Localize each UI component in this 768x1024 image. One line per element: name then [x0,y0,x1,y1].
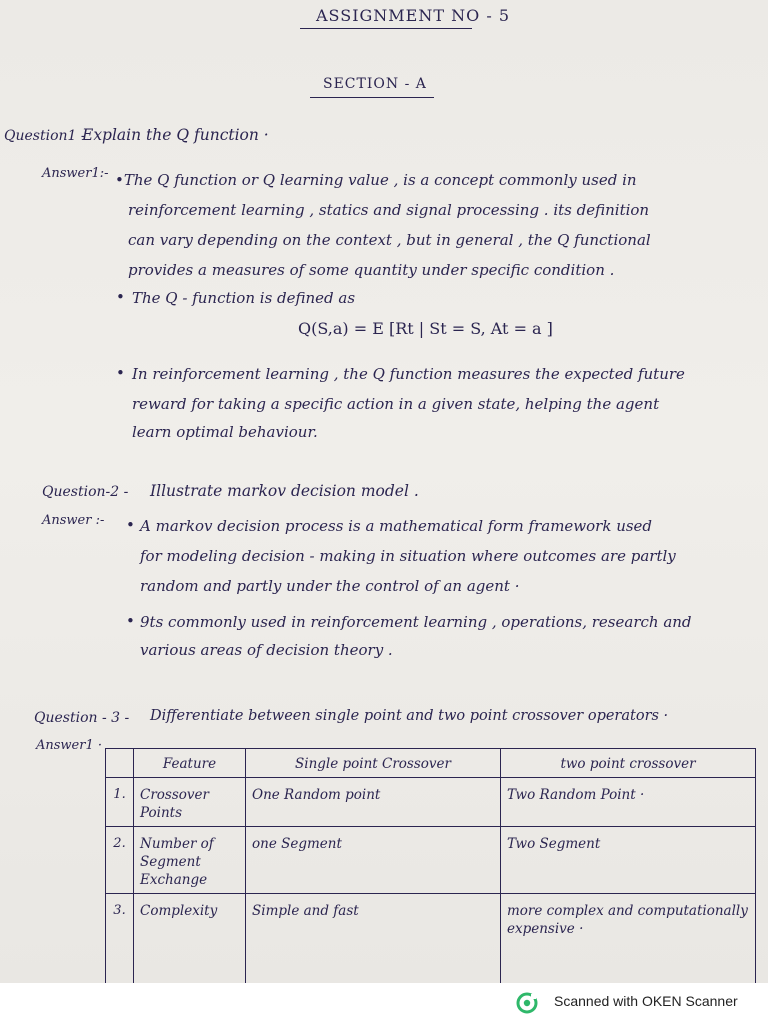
answer-1-line-4: provides a measures of some quantity under specific condition . [128,261,615,279]
table-cell-two: Two Random Point · [501,778,756,827]
answer-2-line-5: various areas of decision theory . [140,641,393,659]
table-cell-feature: Number of Segment Exchange [134,827,246,894]
answer-3-label: Answer1 · [36,738,103,753]
answer-2-line-1: A markov decision process is a mathematical form framework used [140,517,653,535]
assignment-title-underline [300,28,472,29]
table-cell-two: Two Segment [501,827,756,894]
table-header-feature: Feature [134,749,246,778]
table-row [106,894,756,984]
section-title: SECTION - A [323,76,427,92]
table-cell-single: One Random point [246,778,501,827]
answer-1-line-1: •The Q function or Q learning value , is a concept commonly used in [115,171,637,189]
question-2-text: Illustrate markov decision model . [150,482,419,500]
table-cell-num: 3. [106,894,134,984]
table-cell-num: 2. [106,827,134,894]
bullet-dot: • [116,364,125,382]
crossover-comparison-table [105,748,756,983]
bullet-dot: • [116,288,125,306]
question-3-text: Differentiate between single point and two point crossover operators · [150,708,669,724]
table-row [106,827,756,894]
answer-2-label: Answer :- [42,513,105,528]
table-cell-feature: Complexity [134,894,246,984]
scanner-footer [0,983,768,1024]
scanner-footer-text: Scanned with OKEN Scanner [554,993,738,1009]
table-header-num [106,749,134,778]
table-row [106,778,756,827]
bullet-dot: • [126,612,135,630]
answer-1-line-2: reinforcement learning , statics and signal processing . its definition [128,201,650,219]
bullet-dot: • [126,516,135,534]
table-header-single-point: Single point Crossover [246,749,501,778]
table-cell-single: one Segment [246,827,501,894]
answer-1-line-3: can vary depending on the context , but in general , the Q functional [128,231,651,249]
answer-1-rl-line-1: In reinforcement learning , the Q function measures the expected future [132,365,685,383]
answer-1-rl-line-3: learn optimal behaviour. [132,423,318,441]
q-function-formula: Q(S,a) = E [Rt | St = S, At = a ] [298,319,553,338]
table-cell-single: Simple and fast [246,894,501,984]
answer-2-line-2: for modeling decision - making in situation where outcomes are partly [140,547,676,565]
section-title-underline [310,97,434,98]
question-2-label: Question-2 - [42,484,129,500]
answer-1-rl-line-2: reward for taking a specific action in a given state, helping the agent [132,395,660,413]
answer-1-label: Answer1:- [42,166,109,181]
table-cell-num: 1. [106,778,134,827]
table-header-row [106,749,756,778]
answer-2-line-4: 9ts commonly used in reinforcement learning , operations, research and [140,613,692,631]
table-cell-feature: Crossover Points [134,778,246,827]
question-3-label: Question - 3 - [34,710,130,726]
oken-scanner-icon [516,992,538,1014]
table-header-two-point: two point crossover [501,749,756,778]
question-1-text: Explain the Q function · [82,126,269,144]
table-cell-two: more complex and computationally expensive · [501,894,756,984]
answer-2-line-3: random and partly under the control of an agent · [140,577,520,595]
question-1-label: Question1 - [4,128,86,144]
assignment-title: ASSIGNMENT NO - 5 [316,6,510,25]
answer-1-q-function-definition: The Q - function is defined as [132,289,356,307]
